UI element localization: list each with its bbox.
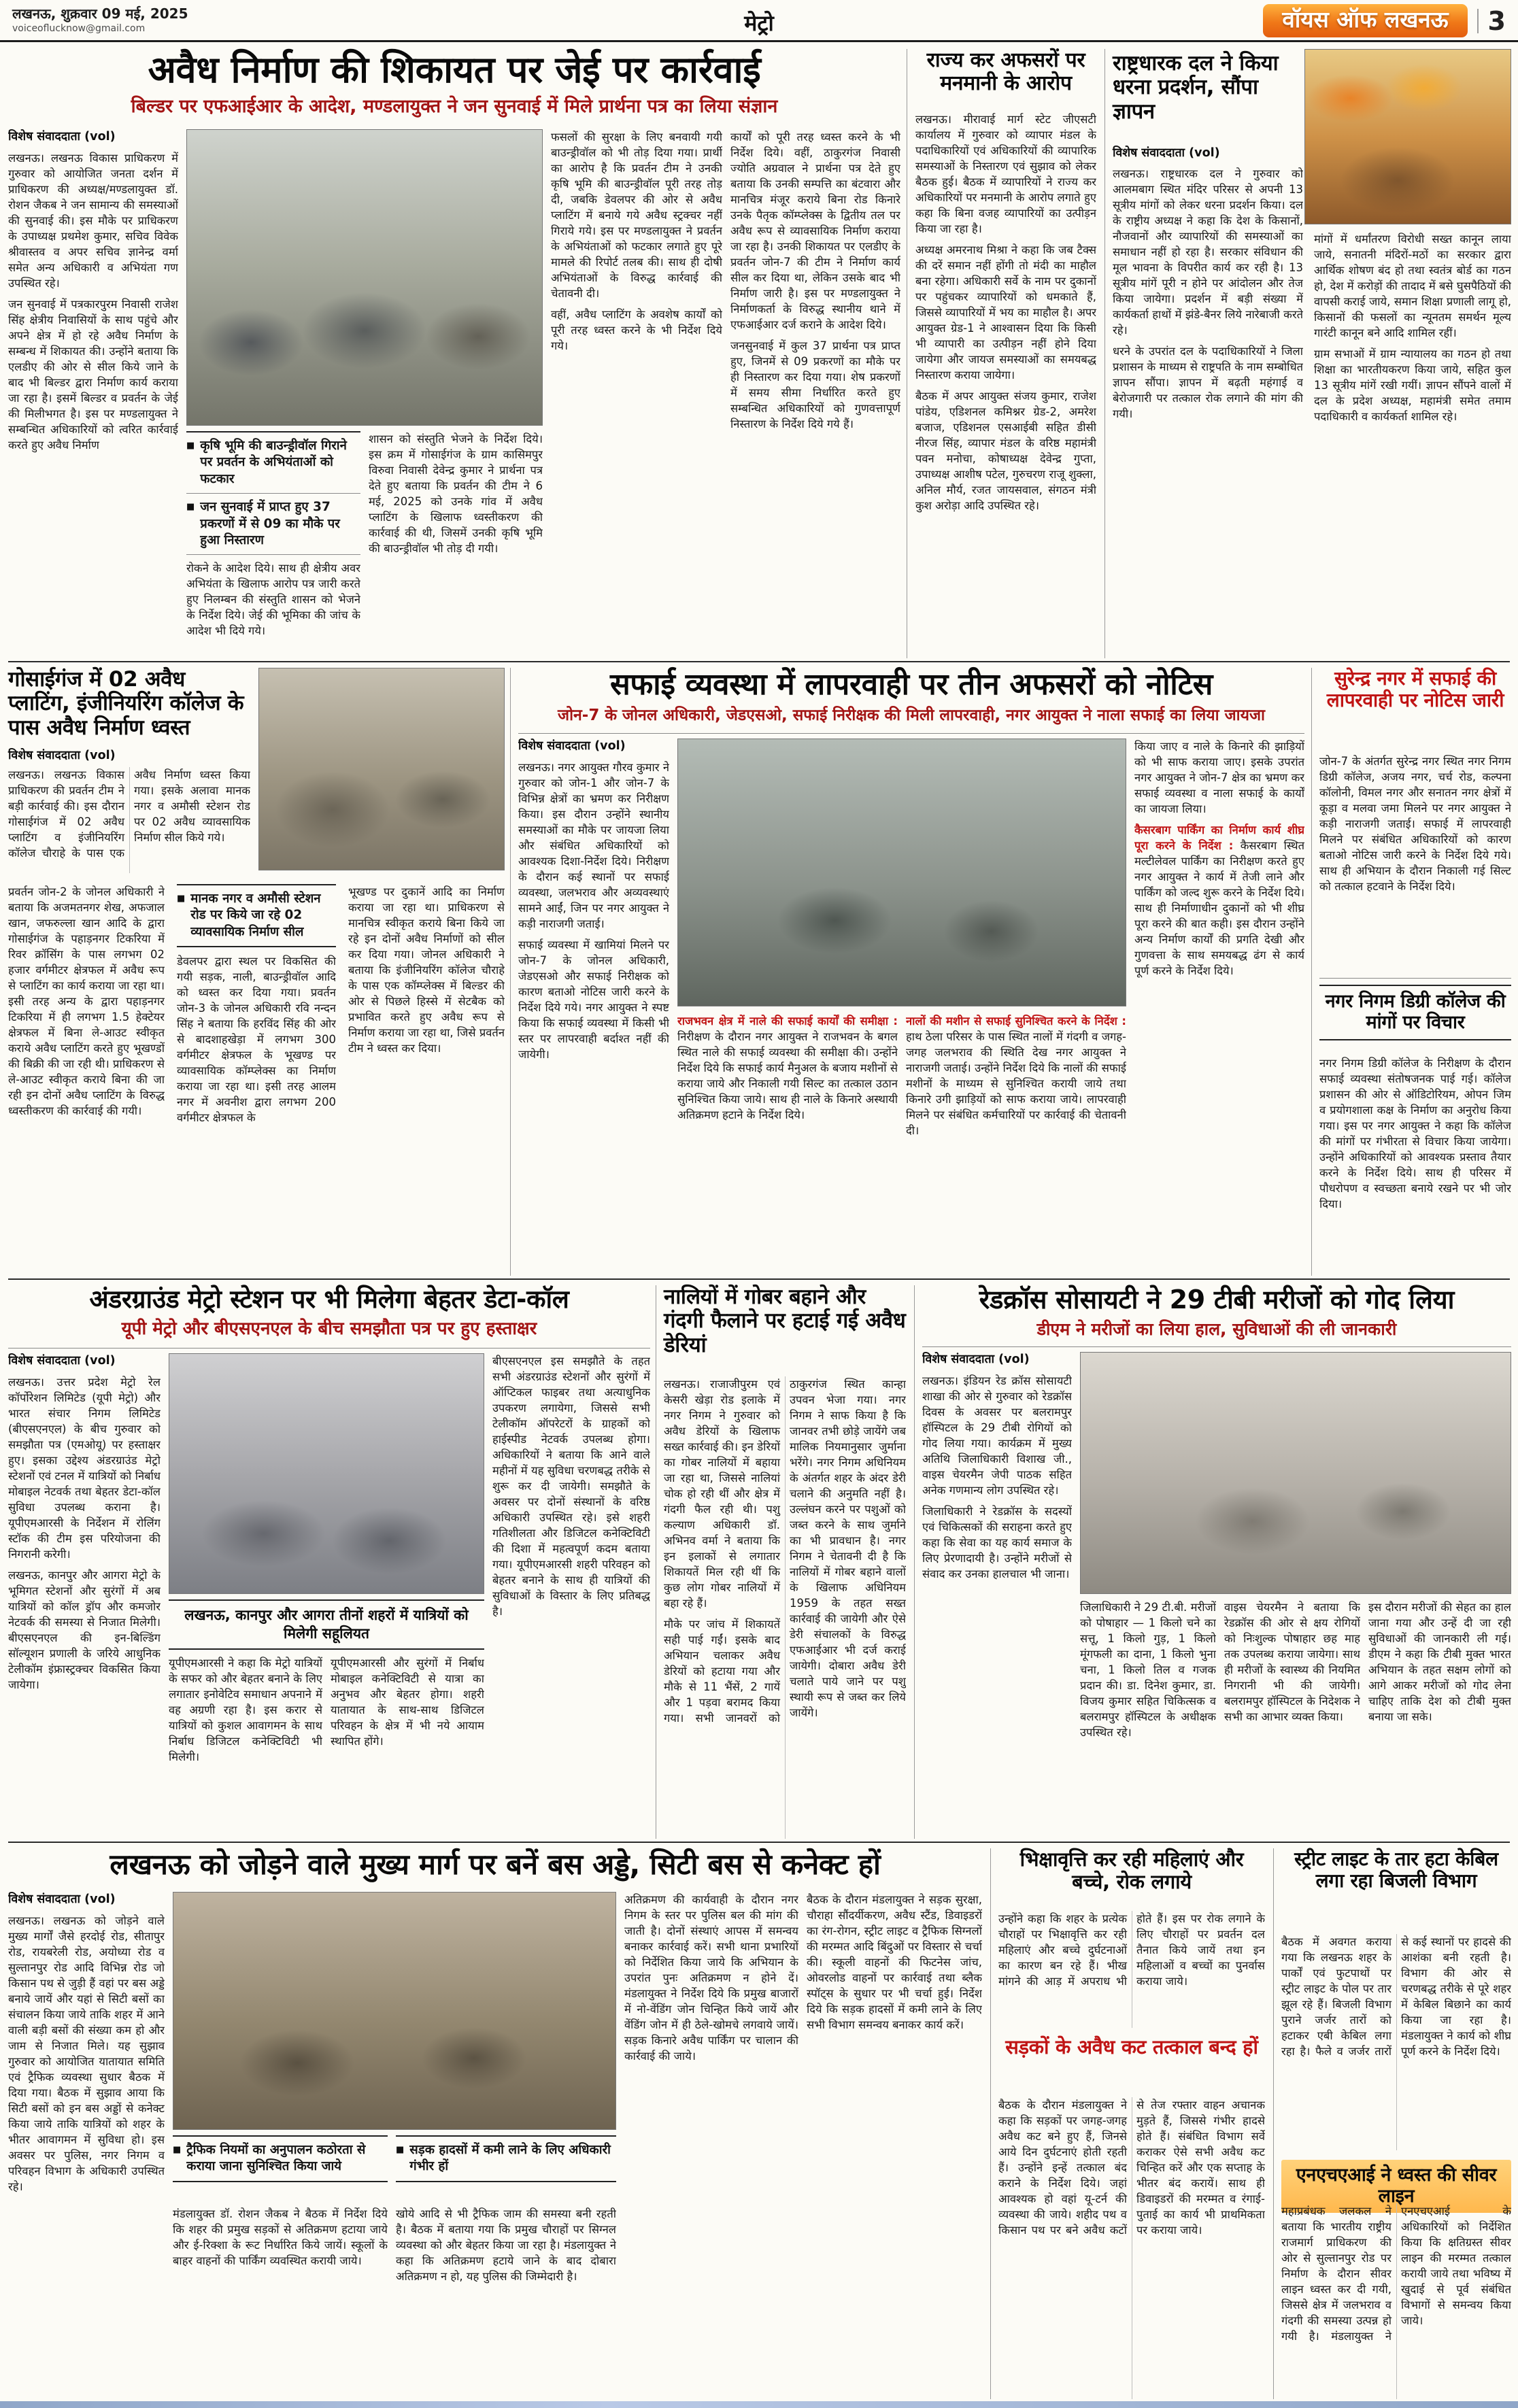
- headline: नगर निगम डिग्री कॉलेज की मांगों पर विचार: [1319, 985, 1511, 1040]
- body-paragraph: वहीं, अवैध प्लाटिंग के अवशेष कार्यों को पूरी तरह ध्वस्त करने के भी निर्देश दिये गये।: [551, 308, 722, 352]
- bullet-square-icon: ■: [186, 441, 195, 451]
- column-divider: [990, 1848, 991, 2399]
- column: [169, 1655, 322, 1839]
- byline: विशेष संवाददाता (vol): [8, 1893, 116, 1906]
- headline: अंडरग्राउंड मेट्रो स्टेशन पर भी मिलेगा बेहतर डेटा-कॉल: [89, 1285, 569, 1314]
- date-line: लखनऊ, शुक्रवार 09 मई, 2025: [12, 5, 188, 22]
- body-paragraph: महाप्रबंधक जलकल ने बताया कि भारतीय राष्ट्रीय राजमार्ग प्राधिकरण की ओर से सुल्तानपुर रोड पर निर्माण के दौरान सीवर लाइन ध्वस्त कर दी गयी, जिससे क्षेत्र में जलभराव व गंदगी की समस्या उत्पन्न हो गयी है। मंडलायुक्त ने एनएचएआई के अधिकारियों को निर्देशित किया कि क्षतिग्रस्त सीवर लाइन की मरम्मत तत्काल करायी जाये तथा भविष्य में खुदाई से पूर्व संबंधित विभागों से समन्वय किया जाये।: [1281, 2205, 1511, 2343]
- masthead: [1263, 4, 1506, 37]
- headline-rule: [8, 1348, 650, 1349]
- bullet-text: ट्रैफिक नियमों का अनुपालन कठोरता से कराया जाना सुनिश्चित किया जाये: [186, 2143, 366, 2174]
- story-degree-college-demands: [1319, 985, 1511, 1276]
- body-paragraph: [677, 1013, 898, 1123]
- story-divider: [1319, 978, 1511, 979]
- bullet-square-icon: ■: [186, 502, 195, 513]
- column: [1080, 1599, 1216, 1839]
- column-divider: [1311, 668, 1312, 1276]
- headline-rule: [518, 733, 1304, 734]
- body-paragraph: धरने के उपरांत दल के पदाधिकारियों ने जिला प्रशासन के माध्यम से राष्ट्रपति के नाम सम्बोधित ज्ञापन सौंपा। ज्ञापन में बढ़ती महंगाई व बेरोजगारी पर तत्काल रोक लगाने की मांग की गयी।: [1113, 345, 1303, 420]
- subheadline: डीएम ने मरीजों का लिया हाल, सुविधाओं की ली जानकारी: [1036, 1319, 1397, 1340]
- page-header: [0, 0, 1518, 42]
- story-street-light-cables: [1281, 1848, 1511, 2058]
- body-paragraph: भूखण्ड पर दुकानें आदि का निर्माण कराया जा रहा था। प्राधिकरण से मानचित्र स्वीकृत कराये बिना किये जा रहे इन दोनों अवैध निर्माणों को सील कर दिया गया। जोनल अधिकारी ने बताया कि इंजीनियरिंग कॉलेज चौराहे के पास एक कॉम्प्लेक्स में बिल्डर की ओर से पिछले हिस्से में सेटबैक को प्रभावित करते हुए अवैध रूप से निर्माण कराया जा रहा था, जिसे प्रवर्तन टीम ने ध्वस्त कर दिया।: [348, 885, 505, 1055]
- body-paragraph: डेवलपर द्वारा स्थल पर विकसित की गयी सड़क, नाली, बाउन्ड्रीवॉल आदि को ध्वस्त कर दिया गया। प्रवर्तन जोन-3 के जोनल अधिकारी रवि नन्दन सिंह ने बताया कि हरविंद सिंह की ओर से बादशाहखेड़ा में लगभग 300 वर्गमीटर क्षेत्रफल के भूखण्ड पर व्यावसायिक कॉम्प्लेक्स का निर्माण कराया जा रहा था। इसी तरह आलम नगर में अवनीश द्वारा लगभग 200 वर्गमीटर क्षेत्रफल के: [177, 955, 336, 1125]
- bullet-square-icon: ■: [173, 2145, 182, 2155]
- story-gosainganj-demolition: [8, 668, 505, 1276]
- rail-middle-bottom: [998, 1848, 1265, 2399]
- bullet-text: कृषि भूमि की बाउन्ड्रीवॉल गिराने पर प्रवर्तन के अभियंताओं को फटकार: [200, 439, 347, 486]
- subsection-text: निरीक्षण के दौरान नगर आयुक्त ने राजभवन के बगल स्थित नाले की सफाई व्यवस्था की समीक्षा की। उन्होंने निर्देश दिये कि सफाई कार्य मैनुअल के बजाय मशीनों से कराया जाये और निकाली गयी सिल्ट का तत्काल उठान सुनिश्चित किया जाये। साथ ही नाले के किनारे अस्थायी अतिक्रमण हटाने के निर्देश दिये।: [677, 1030, 898, 1121]
- body-paragraph: ग्राम सभाओं में ग्राम न्यायालय का गठन हो तथा शिक्षा का भारतीयकरण किया जाये, सहित कुल 13 सूत्रीय मांगें रखी गयीं। ज्ञापन सौंपने वालों में दल के प्रदेश अध्यक्ष, महामंत्री समेत तमाम पदाधिकारी व कार्यकर्ता शामिल रहे।: [1314, 347, 1511, 423]
- bullet-list: [186, 431, 360, 555]
- body-paragraph: [1134, 822, 1304, 979]
- bullet-item: [396, 2135, 616, 2182]
- boxed-subhead: [396, 2135, 616, 2201]
- column: [186, 431, 360, 658]
- headline: सुरेन्द्र नगर में सफाई की लापरवाही पर नोटिस जारी: [1326, 667, 1504, 711]
- column: [1368, 1599, 1511, 1839]
- column: [8, 1892, 165, 2399]
- column: [1281, 1934, 1511, 2150]
- column: [518, 739, 669, 1276]
- story-je-action: [8, 49, 900, 658]
- masthead-separator: [1477, 9, 1479, 33]
- photo-caption-box: [169, 1599, 484, 1650]
- column-divider: [1104, 49, 1105, 658]
- headline: एनएचएआई ने ध्वस्त की सीवर लाइन: [1281, 2160, 1511, 2213]
- bullet-text: सड़क हादसों में कमी लाने के लिए अधिकारी गंभीर हों: [409, 2143, 611, 2174]
- column: [998, 2097, 1265, 2399]
- column: [369, 431, 543, 658]
- column: [331, 1655, 484, 1839]
- story-begging-ban: [998, 1848, 1265, 1988]
- column-divider: [914, 1285, 915, 1839]
- headline: राष्ट्रधारक दल ने किया धरना प्रदर्शन, सौंपा ज्ञापन: [1113, 51, 1279, 124]
- subheadline: बिल्डर पर एफआईआर के आदेश, मण्डलायुक्त ने जन सुनवाई में मिले प्रार्थना पत्र का लिया संज्ञान: [131, 95, 778, 117]
- headline: भिक्षावृत्ति कर रही महिलाएं और बच्चे, रोक लगाये: [1019, 1848, 1244, 1894]
- column: [8, 767, 250, 873]
- column: [1281, 2203, 1511, 2399]
- subsection-title: नालों की मशीन से सफाई सुनिश्चित करने के निर्देश :: [906, 1015, 1126, 1028]
- column: [1113, 166, 1303, 658]
- headline: स्ट्रीट लाइट के तार हटा केबिल लगा रहा बिजली विभाग: [1294, 1848, 1498, 1892]
- body-paragraph: किया जाए व नाले के किनारे की झाड़ियों को भी साफ कराया जाए। इसके उपरांत नगर आयुक्त ने जोन-7 क्षेत्र का भ्रमण कर सफाई व्यवस्था व नाला सफाई के कार्यों का जायजा लिया।: [1134, 740, 1304, 815]
- body-paragraph: लखनऊ। इंडियन रेड क्रॉस सोसायटी शाखा की ओर से गुरुवार को रेडक्रॉस दिवस के अवसर पर बलरामपुर हॉस्पिटल के 29 टीबी रोगियों को गोद लिया गया। कार्यक्रम में मुख्य अतिथि जिलाधिकारी विशाख जी., वाइस चेयरमैन जेपी पाठक सहित अनेक गणमान्य लोग उपस्थित रहे।: [922, 1374, 1072, 1497]
- body-paragraph: लखनऊ। लखनऊ को जोड़ने वाले मुख्य मार्गों जैसे हरदोई रोड, सीतापुर रोड, रायबरेली रोड, अयोध्या रोड व सुल्तानपुर रोड आदि विभिन्न रोड जो किसान पथ से जुड़ी हैं वहां पर बस अड्डे बनाये जायें और यहां से सिटी बसों का संचालन किया जाये ताकि शहर में आने वाली बड़ी बसों की संख्या कम हो और जाम से निजात मिले। यह सुझाव गुरुवार को आयोजित यातायात समिति एवं ट्रैफिक व्यवस्था सुधार बैठक में दिया गया। बैठक में सुझाव आया कि सिटी बसों को इन बस अड्डों से कनेक्ट किया जाये ताकि यात्रियों को शहर के भीतर आवागमन में सुविधा हो। इस अवसर पर पुलिस, नगर निगम व परिवहन विभाग के अधिकारी उपस्थित रहे।: [8, 1914, 165, 2193]
- body-paragraph: [906, 1013, 1126, 1138]
- subsection-title: राजभवन क्षेत्र में नाले की सफाई कार्यों की समीक्षा :: [677, 1015, 898, 1028]
- body-paragraph: जिलाधिकारी ने रेडक्रॉस के सदस्यों एवं चिकित्सकों की सराहना करते हुए कहा कि सेवा का यह कार्य समाज के लिए प्रेरणादायी है। उन्होंने मरीजों से संवाद कर उनका हालचाल भी जाना।: [922, 1505, 1072, 1580]
- column-divider: [1273, 1848, 1274, 2399]
- subsection-text: कैसरबाग स्थित मल्टीलेवल पार्किंग का निरीक्षण करते हुए नगर आयुक्त ने कार्य में तेजी लाने और पार्किंग को जल्द शुरू करने के निर्देश दिये। साथ ही निर्माणाधीन दुकानों को भी शीघ्र पूरा करने की बात कही। इस दौरान उन्होंने अन्य निर्माण कार्यों की प्रगति देखी और गुणवत्ता के साथ समयबद्ध ढंग से कार्य पूर्ण करने के निर्देश दिये।: [1134, 839, 1304, 977]
- byline: विशेष संवाददाता (vol): [518, 739, 626, 753]
- story-tax-officers: [915, 49, 1096, 658]
- page-number: 3: [1487, 5, 1506, 36]
- rail-right-bottom: [1281, 1848, 1511, 2399]
- body-paragraph: कार्यों को पूरी तरह ध्वस्त करने के भी निर्देश दिये। वहीं, ठाकुरगंज निवासी ज्योति अग्रवाल ने प्रार्थना पत्र देते हुए बताया कि उनकी सम्पत्ति का बंटवारा और मानचित्र मंजूर कराये बिना रोड किनारे उनके पैतृक कॉम्प्लेक्स के द्वितीय तल पर अवैध रूप से व्यावसायिक निर्माण कराया जा रहा है। उनकी शिकायत पर एलडीए के प्रवर्तन जोन-7 की टीम ने निर्माण कार्य सील कर दिया था, लेकिन उसके बाद भी निर्माण जारी है। इस पर मण्डलायुक्त ने निर्माणकर्ता के विरुद्ध स्थानीय थाने में एफआईआर दर्ज कराने के आदेश दिये।: [730, 131, 900, 331]
- column: [1319, 753, 1511, 974]
- photo-hospital-event: [1080, 1352, 1511, 1594]
- body-paragraph: लखनऊ। राजाजीपुरम एवं केसरी खेड़ा रोड इलाके में नगर निगम ने गुरुवार को अवैध डेरियों के खिलाफ सख्त कार्रवाई की। इन डेरियों का गोबर नालियों में बहाया जा रहा था, जिससे नालियां चोक हो रही थीं और क्षेत्र में गंदगी फैल रही थी। पशु कल्याण अधिकारी डॉ. अभिनव वर्मा ने बताया कि इन इलाकों से लगातार शिकायतें मिल रही थीं कि कुछ लोग गोबर नालियों में बहा रहे हैं।: [664, 1378, 780, 1610]
- column: [173, 2206, 388, 2399]
- story-illegal-dairies: [664, 1285, 906, 1839]
- story-metro-bsnl: [8, 1285, 650, 1839]
- photo-demolition-site: [258, 668, 505, 870]
- body-paragraph: अतिक्रमण की कार्यवाही के दौरान नगर निगम के स्तर पर पुलिस बल की मांग की जाती है। दोनों संस्थाएं आपस में समन्वय बनाकर कार्रवाई करें। सभी थाना प्रभारियों को निर्देशित किया जाये कि अभियान के उपरांत पुनः अतिक्रमण न होने दें। मंडलायुक्त ने निर्देश दिये कि प्रमुख बाजारों में नो-वेंडिंग जोन चिन्हित किये जायें और वेंडिंग जोन में ही ठेले-खोमचे लगवाये जायें। सड़क किनारे अवैध पार्किंग पर चालान की कार्रवाई की जाये।: [624, 1893, 798, 2063]
- subheadline: जोन-7 के जोनल अधिकारी, जेडएसओ, सफाई निरीक्षक की मिली लापरवाही, नगर आयुक्त ने नाला सफाई का लिया जायजा: [558, 707, 1265, 725]
- column: [1314, 231, 1511, 658]
- story-body-grid: [8, 1353, 650, 1839]
- byline: विशेष संवाददाता (vol): [1113, 146, 1220, 160]
- body-paragraph: यूपीएमआरसी ने कहा कि मेट्रो यात्रियों के सफर को और बेहतर बनाने के लिए लगातार इनोवेटिव समाधान अपनाने में वह अग्रणी रहा है। इस करार से यात्रियों को कुशल आवागमन के साथ निर्बाध डिजिटल कनेक्टिविटी भी मिलेगी।: [169, 1657, 322, 1763]
- body-paragraph: लखनऊ। लखनऊ विकास प्राधिकरण की प्रवर्तन टीम ने बड़ी कार्रवाई की। इस दौरान गोसाईगंज में 02 अवैध प्लाटिंग व इंजीनियरिंग कॉलेज चौराहे के पास एक अवैध निर्माण ध्वस्त किया गया। इसके अलावा मानक नगर व अमौसी स्टेशन रोड पर 02 अवैध व्यावसायिक निर्माण सील किये गये।: [8, 768, 250, 860]
- column: [624, 1892, 798, 2399]
- row-divider: [8, 661, 1510, 662]
- bullet-item: [186, 433, 360, 494]
- subsection-title: कैसरबाग पार्किंग का निर्माण कार्य शीघ्र पूरा करने के निर्देश :: [1134, 824, 1304, 852]
- headline: सड़कों के अवैध कट तत्काल बन्द हों: [1005, 2035, 1258, 2058]
- body-paragraph: लखनऊ। राष्ट्रधारक दल ने गुरुवार को आलमबाग स्थित मंदिर परिसर से अपनी 13 सूत्रीय मांगों को लेकर धरना प्रदर्शन किया। दल के राष्ट्रीय अध्यक्ष ने कहा कि देश के किसानों, नौजवानों और व्यापारियों की समस्याओं का समाधान नहीं हो रहा है। सरकार संविधान की मूल भावना के विपरीत कार्य कर रही है। 13 सूत्रीय मांगें पूरी न होने पर आंदोलन और तेज किया जायेगा। प्रदर्शन में बड़ी संख्या में कार्यकर्ता हाथों में झंडे-बैनर लिये नारेबाजी करते रहे।: [1113, 167, 1303, 337]
- body-paragraph: जनसुनवाई में कुल 37 प्रार्थना पत्र प्राप्त हुए, जिनमें से 09 प्रकरणों का मौके पर ही निस्तारण कर दिया गया। शेष प्रकरणों में समय सीमा निर्धारित करते हुए सम्बन्धित अधिकारियों को गुणवत्तापूर्ण निस्तारण के निर्देश दिये गये हैं।: [730, 339, 900, 430]
- story-body-grid: [518, 739, 1304, 1276]
- column: [807, 1892, 982, 2399]
- bullet-text: जन सुनवाई में प्राप्त हुए 37 प्रकरणों में से 09 का मौके पर हुआ निस्तारण: [200, 500, 340, 548]
- body-paragraph: प्रवर्तन जोन-2 के जोनल अधिकारी ने बताया कि अजमतनगर शेख, अफजाल खान, जफरुल्ला खान आदि के द्वारा गोसाईगंज के पहाड़नगर टिकरिया में रिवर क्रॉसिंग के पास लगभग 02 हजार वर्गमीटर क्षेत्रफल में अवैध रूप से प्लाटिंग का कार्य कराया जा रहा था। इसी तरह अन्य के द्वारा पहाड़नगर टिकरिया में ही लगभग 1.5 हेक्टेयर क्षेत्रफल में बिना ले-आउट स्वीकृत कराये अवैध प्लाटिंग करते हुए भूखण्डों की बिक्री की जा रही थी। प्राधिकरण से ले-आउट स्वीकृत कराये बिना की जा रही इन दोनों अवैध प्लाटिंग के विरुद्ध ध्वस्तीकरण की कार्रवाई की गयी।: [8, 885, 165, 1117]
- story-illegal-road-cuts: [998, 2036, 1265, 2058]
- photo-drain-inspection: [677, 739, 1126, 1006]
- story-bus-stands: [8, 1848, 982, 2399]
- column: [1134, 739, 1304, 1276]
- caption-text: लखनऊ, कानपुर और आगरा तीनों शहरों में यात्रियों को मिलेगी सहूलियत: [184, 1606, 469, 1642]
- headline-rule: [922, 1346, 1511, 1347]
- column: [551, 129, 722, 658]
- photo-public-hearing-meeting: [186, 129, 543, 426]
- headline: अवैध निर्माण की शिकायत पर जेई पर कार्रवाई: [148, 48, 761, 91]
- column: [396, 2206, 616, 2399]
- bullet-square-icon: ■: [396, 2145, 405, 2155]
- body-paragraph: बैठक के दौरान मंडलायुक्त ने सड़क सुरक्षा, चौराहा सौंदर्यीकरण, अवैध स्टैंड, डिवाइडरों का रंग-रोगन, स्ट्रीट लाइट व ट्रैफिक सिग्नलों की मरम्मत आदि बिंदुओं पर विस्तार से चर्चा की। स्कूली वाहनों की फिटनेस जांच, ओवरलोड वाहनों पर कार्रवाई तथा ब्लैक स्पॉट्स के सुधार पर भी चर्चा हुई। निर्देश दिये कि सड़क हादसों में कमी लाने के लिए सभी विभाग समन्वय बनाकर कार्य करें।: [807, 1893, 982, 2031]
- headline: सफाई व्यवस्था में लापरवाही पर तीन अफसरों को नोटिस: [609, 667, 1213, 702]
- body-paragraph: बैठक में अपर आयुक्त संजय कुमार, राजेश पांडेय, एडिशनल कमिश्नर ग्रेड-2, अमरेश बजाज, एडिशनल एसआईबी सहित डीसी नीरज सिंह, व्यापार मंडल के वरिष्ठ महामंत्री पवन मनोचा, कोषाध्यक्ष देवेन्द्र गुप्ता, उपाध्यक्ष आशीष पटेल, गुरुचरण राजू शुक्ला, अनिल मौर्य, रजत जायसवाल, संगठन मंत्री कुश अरोड़ा आदि उपस्थित रहे।: [915, 390, 1096, 512]
- masthead-logo: वॉयस ऑफ लखनऊ: [1263, 4, 1467, 37]
- column: [348, 884, 505, 1276]
- story-redcross-tb: [922, 1285, 1511, 1839]
- column: [1319, 1055, 1511, 1276]
- column: [492, 1353, 650, 1839]
- subheadline: यूपी मेट्रो और बीएसएनएल के बीच समझौता पत्र पर हुए हस्ताक्षर: [121, 1319, 537, 1340]
- body-paragraph: लखनऊ। लखनऊ विकास प्राधिकरण में गुरुवार को आयोजित जनता दर्शन में प्राधिकरण की अध्यक्ष/मण्डलायुक्त डॉ. रोशन जैकब ने जन सामान्य की समस्याओं की सुनवाई की। इस मौके पर प्राधिकरण के उपाध्यक्ष प्रथमेश कुमार, सचिव विवेक श्रीवास्तव व अपर सचिव ज्ञानेन्द्र वर्मा समेत अन्य अधिकारी व अभियंता गण उपस्थित रहे।: [8, 152, 178, 290]
- body-paragraph: जन सुनवाई में पत्रकारपुरम निवासी राजेश सिंह क्षेत्रीय निवासियों के साथ पहुंचे और अपने क्षेत्र में हो रहे अवैध निर्माण के सम्बन्ध में शिकायत की। उन्होंने बताया कि एलडीए की ओर से सील किये जाने के बाद भी बिल्डर द्वारा निर्माण कार्य कराया जा रहा है। इसमें बिल्डर व प्रवर्तन के जेई की मिलीभगत है। इस पर मण्डलायुक्त ने सम्बन्धित अधिकारियों को त्वरित कार्रवाई करते हुए अवैध निर्माण: [8, 298, 178, 452]
- headline: राज्य कर अफसरों पर मनमानी के आरोप: [926, 48, 1085, 96]
- body-paragraph: मंडलायुक्त डॉ. रोशन जैकब ने बैठक में निर्देश दिये कि शहर की प्रमुख सड़कों से अतिक्रमण हटाया जाये और ई-रिक्शा के रूट निर्धारित किये जायें। स्कूलों के बाहर वाहनों की पार्किंग व्यवस्थित करायी जाये।: [173, 2207, 388, 2267]
- body-paragraph: इस दौरान मरीजों की सेहत का हाल जाना गया और उन्हें दी जा रही सुविधाओं की जानकारी ली गई। डीएम ने कहा कि टीबी मुक्त भारत अभियान के तहत सक्षम लोगों को आगे आकर मरीजों को गोद लेना चाहिए ताकि देश को टीबी मुक्त बनाया जा सके।: [1368, 1601, 1511, 1723]
- column: [915, 112, 1096, 658]
- body-paragraph: फसलों की सुरक्षा के लिए बनवायी गयी बाउन्ड्रीवॉल को भी तोड़ दिया गया। प्रार्थी का आरोप है कि प्रवर्तन टीम ने उनकी कृषि भूमि की बाउन्ड्रीवॉल पूरी तरह तोड़ दी, जबकि डेवलपर की ओर से अवैध प्लाटिंग में बनाये गये अवैध स्ट्रक्चर नहीं गिराये गये। इस पर मण्डलायुक्त ने प्रवर्तन के अभियंताओं को फटकार लगाते हुए पूरे मामले की रिपोर्ट तलब की। साथ ही दोषी अभियंताओं के विरुद्ध कार्रवाई की चेतावनी दी।: [551, 131, 722, 300]
- subsection-text: हाथ ठेला परिसर के पास स्थित नालों में गंदगी व जगह-जगह जलभराव की स्थिति देख नगर आयुक्त ने नाराजगी जताई। उन्होंने निर्देश दिये कि नालों की सफाई मशीनों के माध्यम से सुनिश्चित करायी जाये तथा किनारे उगी झाड़ियों को साफ कराया जाये। लापरवाही मिलने पर संबंधित कर्मचारियों पर कार्रवाई की चेतावनी दी।: [906, 1030, 1126, 1137]
- column-divider: [510, 668, 511, 1276]
- body-paragraph: लखनऊ। नगर आयुक्त गौरव कुमार ने गुरुवार को जोन-1 और जोन-7 के विभिन्न क्षेत्रों का भ्रमण कर निरीक्षण किया। इस दौरान उन्होंने स्थानीय समस्याओं का मौके पर जायजा लिया और संबंधित अधिकारियों को आवश्यक दिशा-निर्देश दिये। निरीक्षण के दौरान कई स्थानों पर सफाई व्यवस्था, जलभराव और अव्यवस्थाएं सामने आईं, जिन पर नगर आयुक्त ने कड़ी नाराजगी जताई।: [518, 761, 669, 930]
- body-paragraph: शासन को संस्तुति भेजने के निर्देश दिये। इस क्रम में गोसाईगंज के ग्राम कासिमपुर विरुवा निवासी देवेन्द्र कुमार ने प्रार्थना पत्र देते हुए बताया कि प्रवर्तन की टीम ने 6 मई, 2025 को उनके गांव में अवैध प्लाटिंग के खिलाफ ध्वस्तीकरण की कार्रवाई की थी, जिसमें उनकी कृषि भूमि की बाउन्ड्रीवॉल भी तोड़ दी गयी।: [369, 433, 543, 555]
- body-paragraph: उन्होंने कहा कि शहर के प्रत्येक चौराहों पर भिक्षावृत्ति कर रही महिलाएं और बच्चे दुर्घटनाओं का कारण बन रहे हैं। भीख मांगने की आड़ में अपराध भी होते हैं। इस पर रोक लगाने के लिए चौराहों पर प्रवर्तन दल तैनात किये जायें तथा इन महिलाओं व बच्चों का पुनर्वास कराया जाये।: [998, 1912, 1265, 1988]
- body-paragraph: खोये आदि से भी ट्रैफिक जाम की समस्या बनी रहती है। बैठक में बताया गया कि प्रमुख चौराहों पर सिग्नल व्यवस्था को और बेहतर किया जा रहा है। मंडलायुक्त ने कहा कि अतिक्रमण हटाये जाने के बाद दोबारा अतिक्रमण न हो, यह पुलिस की जिम्मेदारी है।: [396, 2207, 616, 2283]
- body-paragraph: मांगों में धर्मांतरण विरोधी सख्त कानून लाया जाये, सनातनी मंदिरों-मठों का सरकार द्वारा आर्थिक शोषण बंद हो तथा स्वतंत्र बोर्ड का गठन हो, देश में करोड़ों की तादाद में बसे घुसपैठियों की वापसी कराई जाये, समान शिक्षा प्रणाली लागू हो, किसानों की फसलों का न्यूनतम समर्थन मूल्य गारंटी कानून बने आदि शामिल रहीं।: [1314, 233, 1511, 339]
- section-title: मेट्रो: [744, 10, 774, 36]
- body-paragraph: लखनऊ। मीरावाई मार्ग स्टेट जीएसटी कार्यालय में गुरुवार को व्यापार मंडल के पदाधिकारियों एवं अधिकारियों की व्यापारिक समस्याओं के निस्तारण एवं सुझाव को लेकर बैठक हुई। बैठक में व्यापारियों ने राज्य कर अधिकारियों पर मनमानी के आरोप लगाते हुए कहा कि बिना वजह व्यापारियों का उत्पीड़न किया जा रहा है।: [915, 113, 1096, 235]
- boxed-subhead-text: मानक नगर व अमौसी स्टेशन रोड पर किये जा रहे 02 व्यावसायिक निर्माण सील: [190, 892, 321, 939]
- photo-traffic-committee-meeting: [173, 1892, 616, 2130]
- story-protest-memorandum: [1113, 49, 1511, 658]
- photo-metro-station-passengers: [169, 1353, 484, 1594]
- story-body-grid: [922, 1352, 1511, 1839]
- photo-protest-flags: [1304, 49, 1511, 224]
- column: [1224, 1599, 1360, 1839]
- body-paragraph: जोन-7 के अंतर्गत सुरेन्द्र नगर स्थित नगर निगम डिग्री कॉलेज, अजय नगर, चर्च रोड, कल्पना कॉलोनी, विमल नगर और सनातन नगर क्षेत्रों में कूड़ा व मलवा जमा मिलने पर नगर आयुक्त ने कड़ी नाराजगी जताई। सफाई में लापरवाही मिलने पर संबंधित अधिकारियों को कारण बताओ नोटिस जारी करने के निर्देश दिये गये। साथ ही अभियान के दौरान निकाली गई सिल्ट को तत्काल हटवाने के निर्देश दिये।: [1319, 755, 1511, 893]
- body-paragraph: लखनऊ, कानपुर और आगरा मेट्रो के भूमिगत स्टेशनों और सुरंगों में अब यात्रियों को कॉल ड्रॉप और कमजोर नेटवर्क की समस्या से निजात मिलेगी। बीएसएनएल की इन-बिल्डिंग सॉल्यूशन प्रणाली के जरिये आधुनिक टेलीकॉम इंफ्रास्ट्रक्चर विकसित किया जायेगा।: [8, 1569, 161, 1691]
- story-surendra-nagar-notice: [1319, 668, 1511, 974]
- headline: रेडक्रॉस सोसायटी ने 29 टीबी मरीजों को गोद लिया: [979, 1285, 1455, 1315]
- column: [998, 1911, 1265, 2028]
- page-footer-bar: [0, 2401, 1518, 2408]
- headline: नालियों में गोबर बहाने और गंदगी फैलाने पर हटाई गई अवैध डेरियां: [664, 1285, 906, 1357]
- body-paragraph: रोकने के आदेश दिये। साथ ही क्षेत्रीय अवर अभियंता के खिलाफ आरोप पत्र जारी करते हुए निलम्बन की संस्तुति शासन को भेजने के निर्देश दिये। जेई की भूमिका की जांच के आदेश भी दिये गये।: [186, 562, 360, 638]
- bullet-square-icon: ■: [177, 894, 186, 904]
- column: [8, 884, 165, 1276]
- column: [922, 1352, 1072, 1839]
- email-address: voiceoflucknow@gmail.com: [12, 23, 146, 34]
- body-paragraph: मौके पर जांच में शिकायतें सही पाई गईं। इसके बाद अभियान चलाकर अवैध डेरियों को हटाया गया और मौके से 11 भैंसें, 2 गायें और 1 पड़वा बरामद किया गया। सभी जानवरों को ठाकुरगंज स्थित कान्हा उपवन भेजा गया। नगर निगम ने साफ किया है कि जानवर तभी छोड़े जायेंगे जब मालिक नियमानुसार जुर्माना भरेंगे। नगर निगम अधिनियम के अंतर्गत शहर के अंदर डेरी चलाने की अनुमति नहीं है। उल्लंघन करने पर पशुओं को जब्त करने के साथ जुर्माने का भी प्रावधान है। नगर निगम ने चेतावनी दी है कि नालियों में गोबर बहाने वालों के खिलाफ अधिनियम 1959 के तहत सख्त कार्रवाई की जायेगी और ऐसे डेरी संचालकों के विरुद्ध एफआईआर भी दर्ज कराई जायेगी। दोबारा अवैध डेरी चलाते पाये जाने पर पशु स्थायी रूप से जब्त कर लिये जायेंगे।: [664, 1378, 906, 1725]
- column: [8, 129, 178, 658]
- body-paragraph: यूपीएमआरसी और सुरंगों में निर्बाध मोबाइल कनेक्टिविटी से यात्रा का अनुभव और बेहतर होगा। शहरी यातायात के साथ-साथ डिजिटल परिवहन के क्षेत्र में भी नये आयाम स्थापित होंगे।: [331, 1657, 484, 1748]
- column: [664, 1376, 906, 1839]
- byline: विशेष संवाददाता (vol): [8, 1354, 116, 1368]
- story-sanitation-notice: [518, 668, 1304, 1276]
- column: [906, 1013, 1126, 1276]
- column: [177, 884, 336, 1276]
- byline: विशेष संवाददाता (vol): [922, 1353, 1030, 1366]
- column: [677, 1013, 898, 1276]
- column: [8, 1353, 161, 1839]
- byline: विशेष संवाददाता (vol): [8, 130, 116, 143]
- byline: विशेष संवाददाता (vol): [8, 749, 116, 762]
- bullet-item: [186, 494, 360, 555]
- story-body-grid: [8, 129, 900, 658]
- body-paragraph: बैठक के दौरान मंडलायुक्त ने कहा कि सड़कों पर जगह-जगह अवैध कट बने हुए हैं, जिनसे आये दिन दुर्घटनाएं होती रहती हैं। उन्होंने इन्हें तत्काल बंद कराने के निर्देश दिये। जहां आवश्यक हो वहां यू-टर्न की व्यवस्था की जाये। शहीद पथ व किसान पथ पर बने अवैध कटों से तेज रफ्तार वाहन अचानक मुड़ते हैं, जिससे गंभीर हादसे होते हैं। संबंधित विभाग सर्वे कराकर ऐसे सभी अवैध कट चिन्हित करें और एक सप्ताह के भीतर बंद करायें। साथ ही डिवाइडरों की मरम्मत व रंगाई-पुताई का कार्य भी प्राथमिकता पर कराया जाये।: [998, 2099, 1265, 2237]
- body-paragraph: नगर निगम डिग्री कॉलेज के निरीक्षण के दौरान सफाई व्यवस्था संतोषजनक पाई गई। कॉलेज प्रशासन की ओर से ऑडिटोरियम, ओपन जिम व प्रयोगशाला कक्ष के निर्माण का अनुरोध किया गया। इस पर नगर आयुक्त ने कहा कि कॉलेज की मांगों पर गंभीरता से विचार किया जायेगा। उन्होंने अधिकारियों को आवश्यक प्रस्ताव तैयार करने के निर्देश दिये। साथ ही परिसर में पौधरोपण व स्वच्छता बनाये रखने पर भी जोर दिया।: [1319, 1057, 1511, 1210]
- body-paragraph: वाइस चेयरमैन ने बताया कि रेडक्रॉस की ओर से क्षय रोगियों को निःशुल्क पोषाहार छह माह तक उपलब्ध कराया जायेगा। साथ ही मरीजों के स्वास्थ्य की नियमित निगरानी भी की जायेगी। बलरामपुर हॉस्पिटल के निदेशक ने सभी का आभार व्यक्त किया।: [1224, 1601, 1360, 1723]
- body-paragraph: बैठक में अवगत कराया गया कि लखनऊ शहर के पार्कों एवं फुटपाथों पर स्ट्रीट लाइट के पोल पर तार झूल रहे हैं। बिजली विभाग पुराने जर्जर तारों को हटाकर एबी केबिल लगा रहा है। फैले व जर्जर तारों से कई स्थानों पर हादसे की आशंका बनी रहती है। विभाग की ओर से चरणबद्ध तरीके से पूरे शहर में केबिल बिछाने का कार्य किया जा रहा है। मंडलायुक्त ने कार्य को शीघ्र पूर्ण करने के निर्देश दिये।: [1281, 1935, 1511, 2058]
- boxed-subhead: [173, 2135, 388, 2201]
- body-paragraph: अध्यक्ष अमरनाथ मिश्रा ने कहा कि जब टैक्स की दरें समान नहीं होंगी तो मंदी का माहौल बना रहेगा। अधिकारी सर्वे के नाम पर दुकानों पर पहुंचकर व्यापारियों को धमकाते हैं, जिससे व्यापारियों में भय का माहौल है। अपर आयुक्त ग्रेड-1 ने आश्वासन दिया कि किसी भी व्यापारी का उत्पीड़न नहीं होने दिया जायेगा और जायज समस्याओं का समयबद्ध निस्तारण कराया जायेगा।: [915, 243, 1096, 381]
- row-divider: [8, 1278, 1510, 1280]
- body-paragraph: बीएसएनएल इस समझौते के तहत सभी अंडरग्राउंड स्टेशनों और सुरंगों में ऑप्टिकल फाइबर तथा अत्याधुनिक उपकरण लगायेगा, जिससे सभी टेलीकॉम ऑपरेटरों के ग्राहकों को हाईस्पीड नेटवर्क उपलब्ध होगा। अधिकारियों ने बताया कि आने वाले महीनों में यह सुविधा चरणबद्ध तरीके से शुरू कर दी जायेगी। समझौते के अवसर पर दोनों संस्थानों के वरिष्ठ अधिकारी उपस्थित रहे। इसे शहरी गतिशीलता और डिजिटल कनेक्टिविटी की दिशा में महत्वपूर्ण कदम बताया गया। यूपीएमआरसी शहरी परिवहन को बेहतर बनाने के साथ ही यात्रियों की सुविधाओं के विस्तार के लिए प्रतिबद्ध है।: [492, 1355, 650, 1618]
- row-divider: [8, 1842, 1510, 1843]
- boxed-subhead: [177, 884, 336, 947]
- body-paragraph: लखनऊ। उत्तर प्रदेश मेट्रो रेल कॉर्पोरेशन लिमिटेड (यूपी मेट्रो) और भारत संचार निगम लिमिटेड (बीएसएनएल) के बीच गुरुवार को समझौता पत्र (एमओयू) पर हस्ताक्षर हुए। इसका उद्देश्य अंडरग्राउंड मेट्रो स्टेशनों एवं टनल में यात्रियों को निर्बाध मोबाइल नेटवर्क तथा बेहतर डेटा-कॉल सुविधा उपलब्ध कराना है। यूपीएमआरसी के निर्देशन में रोलिंग स्टॉक की टीम इस परियोजना की निगरानी करेगी।: [8, 1376, 161, 1561]
- body-paragraph: सफाई व्यवस्था में खामियां मिलने पर जोन-7 के जोनल अधिकारी, जेडएसओ और सफाई निरीक्षक को कारण बताओ नोटिस जारी करने के निर्देश दिये गये। नगर आयुक्त ने स्पष्ट किया कि सफाई व्यवस्था में किसी भी स्तर पर लापरवाही बर्दाश्त नहीं की जायेगी।: [518, 938, 669, 1061]
- body-paragraph: जिलाधिकारी ने 29 टी.बी. मरीजों को पोषाहार — 1 किलो चने का सत्तू, 1 किलो गुड़, 1 किलो मूंगफली का दाना, 1 किलो भुना चना, 1 किलो तिल व गजक प्रदान की। डा. दिनेश कुमार, डा. विजय कुमार सहित चिकित्सक व बलरामपुर हॉस्पिटल के अधीक्षक उपस्थित रहे।: [1080, 1601, 1216, 1739]
- headline: लखनऊ को जोड़ने वाले मुख्य मार्ग पर बनें बस अड्डे, सिटी बस से कनेक्ट हों: [109, 1848, 881, 1881]
- column: [730, 129, 900, 658]
- bullet-item: [173, 2135, 388, 2182]
- story-body-grid: [8, 1892, 982, 2399]
- headline: गोसाईगंज में 02 अवैध प्लाटिंग, इंजीनियरिंग कॉलेज के पास अवैध निर्माण ध्वस्त: [8, 667, 244, 740]
